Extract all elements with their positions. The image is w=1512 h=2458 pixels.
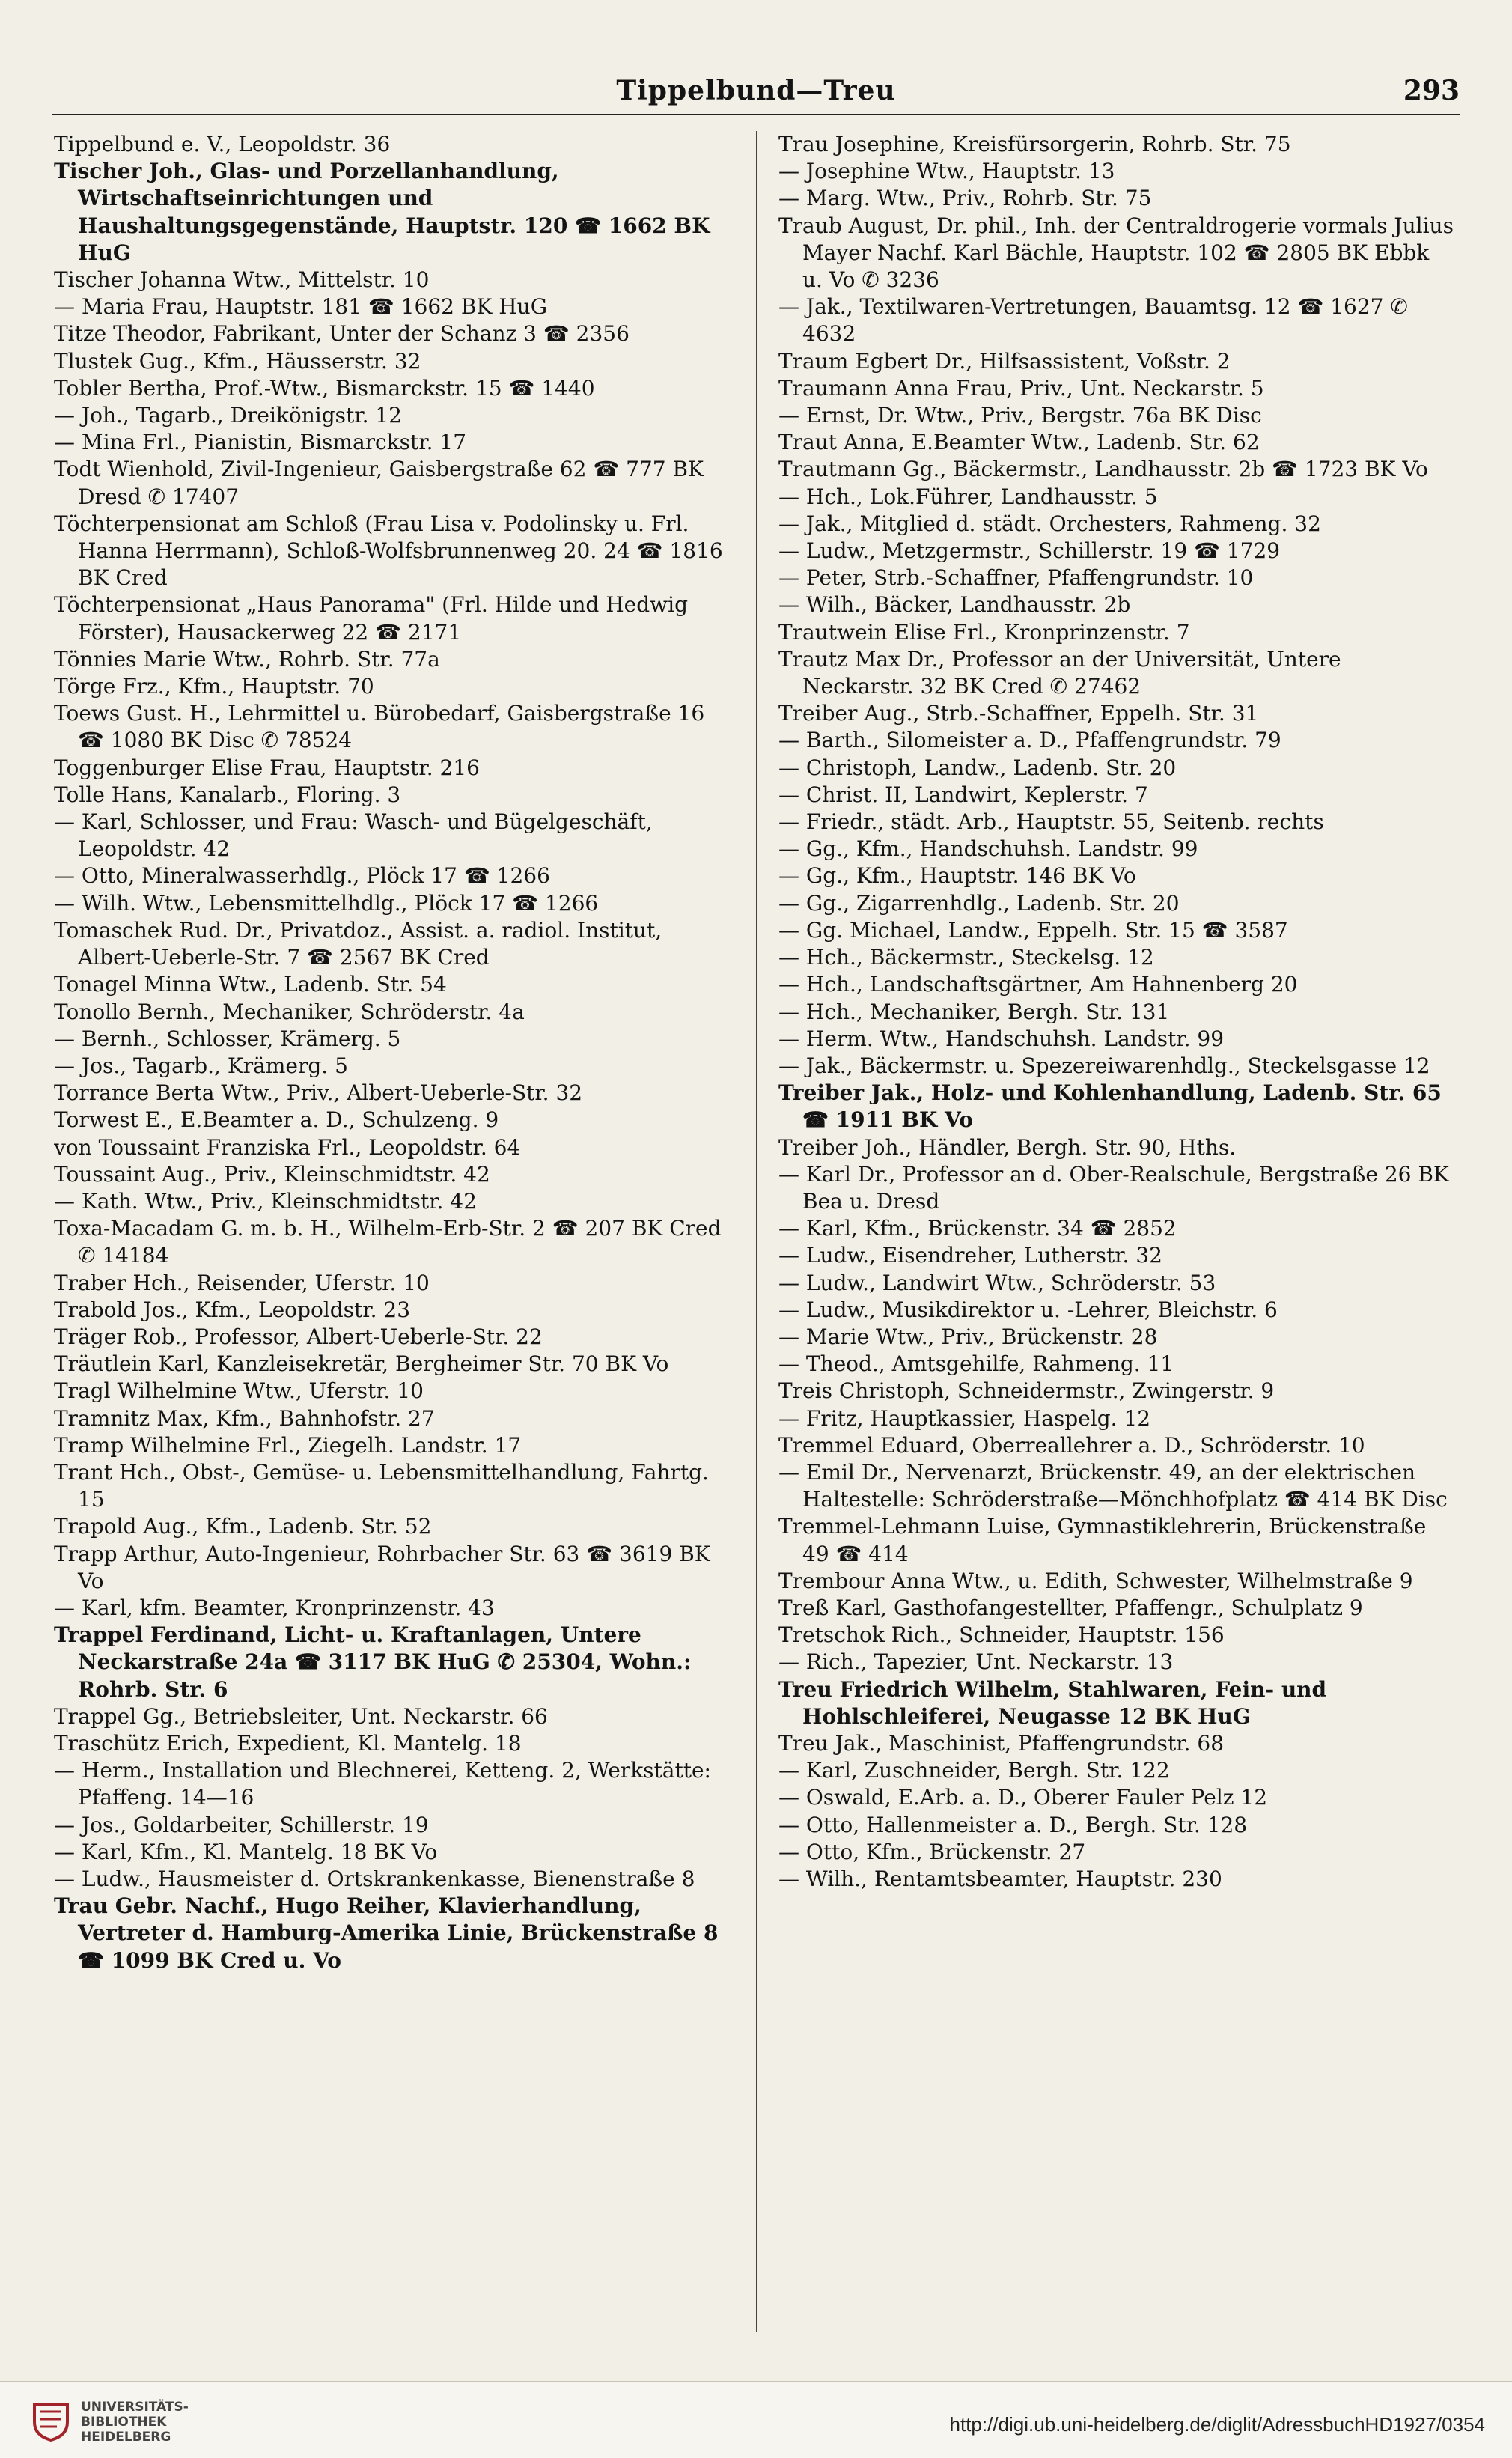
- directory-entry: Töchterpensionat am Schloß (Frau Lisa v. Podolinsky u. Frl. Hanna Herrmann), Schloß-Wolfsbrunnenweg 20. 24 ☎ 1816 BK Cred: [54, 511, 723, 591]
- directory-entry: — Barth., Silomeister a. D., Pfaffengrundstr. 79: [778, 728, 1281, 753]
- directory-entry: Toussaint Aug., Priv., Kleinschmidtstr. 42: [54, 1161, 490, 1187]
- directory-entry: — Karl, kfm. Beamter, Kronprinzenstr. 43: [54, 1595, 495, 1620]
- directory-entry: — Hch., Mechaniker, Bergh. Str. 131: [778, 999, 1170, 1024]
- directory-entry: Treu Friedrich Wilhelm, Stahlwaren, Fein- und Hohlschleiferei, Neugasse 12 BK HuG: [778, 1676, 1327, 1729]
- directory-entry: — Ludw., Eisendreher, Lutherstr. 32: [778, 1243, 1162, 1268]
- directory-entry: Toews Gust. H., Lehrmittel u. Bürobedarf, Gaisbergstraße 16 ☎ 1080 BK Disc ✆ 78524: [54, 701, 705, 753]
- directory-entry: Tramp Wilhelmine Frl., Ziegelh. Landstr. 17: [54, 1432, 522, 1458]
- directory-entry: Träger Rob., Professor, Albert-Ueberle-Str. 22: [54, 1324, 543, 1349]
- directory-entry: — Joh., Tagarb., Dreikönigstr. 12: [54, 403, 402, 428]
- directory-entry: Treis Christoph, Schneidermstr., Zwingerstr. 9: [778, 1378, 1275, 1404]
- directory-entry: — Christoph, Landw., Ladenb. Str. 20: [778, 755, 1177, 780]
- directory-entry: — Bernh., Schlosser, Krämerg. 5: [54, 1026, 401, 1051]
- directory-entry: von Toussaint Franziska Frl., Leopoldstr. 64: [54, 1134, 521, 1160]
- directory-entry: — Gg., Zigarrenhdlg., Ladenb. Str. 20: [778, 890, 1180, 916]
- directory-entry: — Wilh., Rentamtsbeamter, Hauptstr. 230: [778, 1867, 1222, 1891]
- directory-entry: — Peter, Strb.-Schaffner, Pfaffengrundstr. 10: [778, 565, 1254, 591]
- directory-entry: Toxa-Macadam G. m. b. H., Wilhelm-Erb-Str. 2 ☎ 207 BK Cred ✆ 14184: [54, 1216, 722, 1268]
- directory-entry: Treiber Jak., Holz- und Kohlenhandlung, Ladenb. Str. 65 ☎ 1911 BK Vo: [778, 1080, 1442, 1133]
- directory-entry: Tomaschek Rud. Dr., Privatdoz., Assist. a. radiol. Institut, Albert-Ueberle-Str. 7 ☎ 2567 BK Cred: [54, 917, 662, 970]
- library-name-line2: BIBLIOTHEK: [81, 2415, 167, 2430]
- directory-entry: Todt Wienhold, Zivil-Ingenieur, Gaisbergstraße 62 ☎ 777 BK Dresd ✆ 17407: [54, 457, 704, 509]
- directory-entry: Tonagel Minna Wtw., Ladenb. Str. 54: [54, 972, 447, 997]
- directory-entry: Traber Hch., Reisender, Uferstr. 10: [54, 1270, 430, 1295]
- directory-entry: Trapold Aug., Kfm., Ladenb. Str. 52: [54, 1514, 432, 1539]
- directory-entry: — Ernst, Dr. Wtw., Priv., Bergstr. 76a BK Disc: [778, 403, 1262, 428]
- source-url-link[interactable]: http://digi.ub.uni-heidelberg.de/diglit/AdressbuchHD1927/0354: [949, 2413, 1485, 2436]
- directory-entry: — Herm. Wtw., Handschuhsh. Landstr. 99: [778, 1026, 1225, 1051]
- directory-entry: Trapp Arthur, Auto-Ingenieur, Rohrbacher Str. 63 ☎ 3619 BK Vo: [54, 1541, 710, 1593]
- directory-entry: — Gg. Michael, Landw., Eppelh. Str. 15 ☎ 3587: [778, 917, 1288, 943]
- directory-entry: Tippelbund e. V., Leopoldstr. 36: [54, 132, 391, 156]
- directory-entry: — Karl Dr., Professor an d. Ober-Realschule, Bergstraße 26 BK Bea u. Dresd: [778, 1161, 1449, 1214]
- directory-entry: — Wilh. Wtw., Lebensmittelhdlg., Plöck 17 ☎ 1266: [54, 890, 599, 916]
- directory-entry: Treiber Joh., Händler, Bergh. Str. 90, Hths.: [778, 1134, 1237, 1160]
- directory-entry: Traschütz Erich, Expedient, Kl. Mantelg. 18: [54, 1730, 522, 1756]
- directory-entry: — Karl, Zuschneider, Bergh. Str. 122: [778, 1758, 1170, 1783]
- directory-entry: Torwest E., E.Beamter a. D., Schulzeng. 9: [54, 1107, 499, 1133]
- directory-entry: Traumann Anna Frau, Priv., Unt. Neckarstr. 5: [778, 375, 1264, 401]
- directory-entry: — Ludw., Landwirt Wtw., Schröderstr. 53: [778, 1270, 1216, 1295]
- directory-entry: — Wilh., Bäcker, Landhausstr. 2b: [778, 592, 1131, 618]
- directory-entry: — Jak., Mitglied d. städt. Orchesters, Rahmeng. 32: [778, 511, 1321, 536]
- directory-entry: Tlustek Gug., Kfm., Häusserstr. 32: [54, 348, 421, 374]
- footer-bar: [0, 2381, 1512, 2458]
- directory-entry: — Herm., Installation und Blechnerei, Ketteng. 2, Werkstätte: Pfaffeng. 14—16: [54, 1758, 711, 1810]
- directory-entry: Tragl Wilhelmine Wtw., Uferstr. 10: [54, 1378, 424, 1404]
- directory-entry: Trau Josephine, Kreisfürsorgerin, Rohrb. Str. 75: [778, 132, 1291, 156]
- running-title: Tippelbund—Treu: [616, 75, 896, 106]
- directory-entry: Trappel Gg., Betriebsleiter, Unt. Neckarstr. 66: [54, 1703, 548, 1729]
- directory-entry: — Marg. Wtw., Priv., Rohrb. Str. 75: [778, 186, 1152, 211]
- directory-entry: — Karl, Kfm., Kl. Mantelg. 18 BK Vo: [54, 1839, 438, 1864]
- directory-entry: — Friedr., städt. Arb., Hauptstr. 55, Seitenb. rechts: [778, 809, 1324, 835]
- directory-entry: Tobler Bertha, Prof.-Wtw., Bismarckstr. 15 ☎ 1440: [54, 375, 595, 401]
- directory-entry: — Ludw., Metzgermstr., Schillerstr. 19 ☎ 1729: [778, 538, 1281, 564]
- directory-entry: — Ludw., Musikdirektor u. -Lehrer, Bleichstr. 6: [778, 1297, 1278, 1322]
- directory-entry: Trautz Max Dr., Professor an der Universität, Untere Neckarstr. 32 BK Cred ✆ 27462: [778, 646, 1341, 699]
- directory-entry: — Hch., Lok.Führer, Landhausstr. 5: [778, 484, 1158, 509]
- directory-entry: — Kath. Wtw., Priv., Kleinschmidtstr. 42: [54, 1188, 477, 1214]
- directory-entry: — Hch., Landschaftsgärtner, Am Hahnenberg 20: [778, 972, 1298, 997]
- directory-entry: Törge Frz., Kfm., Hauptstr. 70: [54, 674, 374, 699]
- directory-entry: Treß Karl, Gasthofangestellter, Pfaffengr., Schulplatz 9: [778, 1595, 1363, 1620]
- page-header: [52, 69, 1460, 115]
- directory-entry: — Karl, Schlosser, und Frau: Wasch- und Bügelgeschäft, Leopoldstr. 42: [54, 809, 653, 862]
- library-logo[interactable]: [30, 2397, 254, 2449]
- directory-entry: Treu Jak., Maschinist, Pfaffengrundstr. 68: [778, 1730, 1225, 1756]
- column-divider: [756, 131, 757, 2332]
- directory-entry: Trautwein Elise Frl., Kronprinzenstr. 7: [778, 619, 1190, 645]
- library-name: [81, 2400, 189, 2445]
- directory-entry: Trappel Ferdinand, Licht- u. Kraftanlagen, Untere Neckarstraße 24a ☎ 3117 BK HuG ✆ 25304, Wohn.: Rohrb. Str. 6: [54, 1622, 692, 1702]
- directory-entry: — Otto, Mineralwasserhdlg., Plöck 17 ☎ 1266: [54, 863, 550, 889]
- library-name-line3: HEIDELBERG: [81, 2430, 171, 2445]
- seal-icon: [30, 2400, 72, 2442]
- directory-entry: Traut Anna, E.Beamter Wtw., Ladenb. Str. 62: [778, 430, 1260, 455]
- directory-entry: Tremmel Eduard, Oberreallehrer a. D., Schröderstr. 10: [778, 1432, 1365, 1458]
- library-name-line1: UNIVERSITÄTS-: [81, 2400, 189, 2415]
- directory-entry: — Maria Frau, Hauptstr. 181 ☎ 1662 BK HuG: [54, 294, 548, 320]
- directory-entry: Tremmel-Lehmann Luise, Gymnastiklehrerin, Brückenstraße 49 ☎ 414: [778, 1514, 1427, 1566]
- directory-entry: Titze Theodor, Fabrikant, Unter der Schanz 3 ☎ 2356: [54, 321, 630, 347]
- directory-entry: Trabold Jos., Kfm., Leopoldstr. 23: [54, 1297, 411, 1322]
- directory-entry: Tolle Hans, Kanalarb., Floring. 3: [54, 782, 401, 807]
- directory-entry: — Hch., Bäckermstr., Steckelsg. 12: [778, 945, 1154, 970]
- directory-entry: Traub August, Dr. phil., Inh. der Centraldrogerie vormals Julius Mayer Nachf. Karl Bächle, Hauptstr. 102 ☎ 2805 BK Ebbk u. Vo ✆ 3236: [778, 213, 1454, 293]
- directory-entry: — Fritz, Hauptkassier, Haspelg. 12: [778, 1405, 1151, 1431]
- directory-entry: — Jos., Tagarb., Krämerg. 5: [54, 1053, 348, 1078]
- directory-entry: Träutlein Karl, Kanzleisekretär, Bergheimer Str. 70 BK Vo: [54, 1351, 669, 1377]
- directory-entry: Tönnies Marie Wtw., Rohrb. Str. 77a: [54, 646, 440, 672]
- directory-entry: — Christ. II, Landwirt, Keplerstr. 7: [778, 782, 1148, 807]
- directory-entry: — Jak., Bäckermstr. u. Spezereiwarenhdlg., Steckelsgasse 12: [778, 1053, 1430, 1078]
- directory-entry: — Ludw., Hausmeister d. Ortskrankenkasse, Bienenstraße 8: [54, 1867, 695, 1891]
- directory-entry: Tischer Johanna Wtw., Mittelstr. 10: [54, 267, 430, 293]
- directory-entry: — Jak., Textilwaren-Vertretungen, Bauamtsg. 12 ☎ 1627 ✆ 4632: [778, 294, 1408, 347]
- directory-entry: — Theod., Amtsgehilfe, Rahmeng. 11: [778, 1351, 1174, 1377]
- directory-entry: Tretschok Rich., Schneider, Hauptstr. 156: [778, 1622, 1225, 1648]
- directory-entry: Treiber Aug., Strb.-Schaffner, Eppelh. Str. 31: [778, 701, 1259, 726]
- directory-entry: — Gg., Kfm., Hauptstr. 146 BK Vo: [778, 863, 1136, 889]
- left-column: [54, 131, 731, 2340]
- directory-entry: Trembour Anna Wtw., u. Edith, Schwester, Wilhelmstraße 9: [778, 1568, 1413, 1593]
- directory-entry: Torrance Berta Wtw., Priv., Albert-Ueberle-Str. 32: [54, 1080, 583, 1106]
- directory-entry: Toggenburger Elise Frau, Hauptstr. 216: [54, 755, 480, 780]
- page-number: 293: [1403, 75, 1460, 106]
- right-column: [778, 131, 1456, 2340]
- directory-entry: — Josephine Wtw., Hauptstr. 13: [778, 159, 1115, 184]
- directory-entry: Tramnitz Max, Kfm., Bahnhofstr. 27: [54, 1405, 435, 1431]
- directory-entry: — Oswald, E.Arb. a. D., Oberer Fauler Pelz 12: [778, 1785, 1268, 1810]
- directory-entry: — Marie Wtw., Priv., Brückenstr. 28: [778, 1324, 1158, 1349]
- directory-entry: — Jos., Goldarbeiter, Schillerstr. 19: [54, 1812, 429, 1837]
- directory-entry: — Otto, Kfm., Brückenstr. 27: [778, 1839, 1086, 1864]
- directory-entry: Trant Hch., Obst-, Gemüse- u. Lebensmittelhandlung, Fahrtg. 15: [54, 1459, 709, 1512]
- directory-entry: Tonollo Bernh., Mechaniker, Schröderstr. 4a: [54, 999, 525, 1024]
- directory-entry: — Rich., Tapezier, Unt. Neckarstr. 13: [778, 1649, 1174, 1675]
- directory-entry: Traum Egbert Dr., Hilfsassistent, Voßstr. 2: [778, 348, 1231, 374]
- directory-entry: Töchterpensionat „Haus Panorama" (Frl. Hilde und Hedwig Förster), Hausackerweg 22 ☎ 2171: [54, 592, 689, 645]
- directory-entry: — Otto, Hallenmeister a. D., Bergh. Str. 128: [778, 1812, 1248, 1837]
- directory-entry: Tischer Joh., Glas- und Porzellanhandlung, Wirtschaftseinrichtungen und Haushaltungsgegenstände, Hauptstr. 120 ☎ 1662 BK HuG: [54, 159, 710, 265]
- directory-entry: — Emil Dr., Nervenarzt, Brückenstr. 49, an der elektrischen Haltestelle: Schröderstraße—Mönchhofplatz ☎ 414 BK Disc: [778, 1459, 1448, 1512]
- directory-entry: — Mina Frl., Pianistin, Bismarckstr. 17: [54, 430, 467, 455]
- directory-entry: — Karl, Kfm., Brückenstr. 34 ☎ 2852: [778, 1216, 1177, 1241]
- directory-entry: Trau Gebr. Nachf., Hugo Reiher, Klavierhandlung, Vertreter d. Hamburg-Amerika Linie, Brückenstraße 8 ☎ 1099 BK Cred u. Vo: [54, 1893, 719, 1973]
- directory-entry: Trautmann Gg., Bäckermstr., Landhausstr. 2b ☎ 1723 BK Vo: [778, 457, 1428, 482]
- directory-entry: — Gg., Kfm., Handschuhsh. Landstr. 99: [778, 836, 1198, 862]
